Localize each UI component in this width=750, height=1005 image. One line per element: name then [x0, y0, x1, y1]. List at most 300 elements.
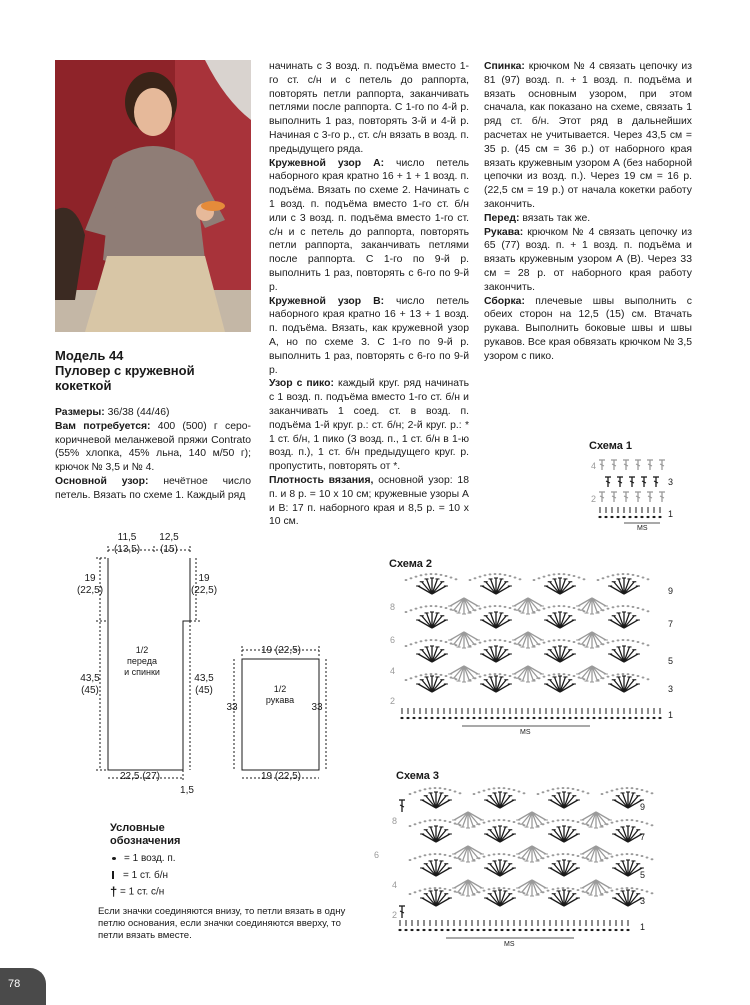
- chain-stitch-mark: [652, 717, 655, 719]
- chain-stitch-mark: [642, 643, 645, 645]
- chain-stitch-mark: [493, 819, 496, 821]
- chain-stitch-mark: [560, 929, 563, 931]
- scheme-1-row-2: 2: [591, 494, 597, 504]
- chain-stitch-mark: [499, 573, 502, 575]
- chain-stitch-mark: [658, 717, 661, 719]
- chain-stitch-mark: [646, 717, 649, 719]
- main-pattern-paragraph: Основной узор: нечётное число петель. Вязать по схеме 1. Каждый ряд: [55, 475, 251, 501]
- chain-stitch-mark: [405, 579, 408, 581]
- chain-stitch-mark: [442, 717, 445, 719]
- chain-stitch-mark: [472, 717, 475, 719]
- chain-stitch-mark: [636, 788, 639, 790]
- chain-stitch-mark: [552, 888, 555, 890]
- chain-stitch-mark: [489, 673, 492, 675]
- scheme-2-row-6: 6: [390, 635, 396, 645]
- chain-stitch-mark: [542, 891, 545, 893]
- chain-stitch-mark: [415, 642, 418, 644]
- chain-stitch-mark: [479, 676, 482, 678]
- chain-stitch-mark: [454, 791, 457, 793]
- chain-stitch-mark: [509, 575, 512, 577]
- chain-stitch-mark: [568, 606, 571, 608]
- chain-stitch-mark: [601, 793, 604, 795]
- chain-stitch-mark: [445, 641, 448, 643]
- chain-stitch-mark: [513, 889, 516, 891]
- chain-stitch-mark: [533, 645, 536, 647]
- chain-stitch-mark: [484, 640, 487, 642]
- chain-stitch-mark: [636, 820, 639, 822]
- chain-stitch-mark: [604, 717, 607, 719]
- scheme-3-row-3: 3: [640, 896, 646, 906]
- chain-stitch-mark: [596, 929, 599, 931]
- chain-stitch-mark: [409, 793, 412, 795]
- chain-stitch-mark: [499, 605, 502, 607]
- chain-stitch-mark: [504, 606, 507, 608]
- chain-stitch-mark: [641, 855, 644, 857]
- chain-stitch-mark: [518, 891, 521, 893]
- chain-stitch-mark: [626, 853, 629, 855]
- chain-stitch-mark: [577, 821, 580, 823]
- chain-stitch-mark: [557, 819, 560, 821]
- chain-stitch-mark: [622, 639, 625, 641]
- scheme-3-row-9: 9: [640, 802, 646, 812]
- chain-stitch-mark: [448, 717, 451, 719]
- chain-stitch-mark: [450, 643, 453, 645]
- chain-stitch-mark: [434, 853, 437, 855]
- chain-stitch-mark: [586, 717, 589, 719]
- chain-stitch-mark: [452, 929, 455, 931]
- chain-stitch-mark: [479, 576, 482, 578]
- chain-stitch-mark: [494, 673, 497, 675]
- chain-stitch-mark: [420, 640, 423, 642]
- chain-stitch-mark: [494, 929, 497, 931]
- chain-stitch-mark: [567, 787, 570, 789]
- lace-pattern-b-paragraph: Кружевной узор В: число петель наборного края кратно 16 + 13 + 1 возд. п. подъёма. Вязать, как кружевной узор А, но по схеме 3. С 1-го по 9-й р. выполнить 1 раз, повторять с 6-го по 9-й р.: [269, 295, 469, 376]
- chain-stitch-mark: [568, 717, 571, 719]
- chain-stitch-mark: [478, 823, 481, 825]
- chain-stitch-mark: [547, 790, 550, 792]
- chain-stitch-mark: [612, 574, 615, 576]
- scheme-1-row-3: 3: [668, 477, 674, 487]
- chain-stitch-mark: [572, 788, 575, 790]
- picot-paragraph: Узор с пико: каждый круг. ряд начинать с 1 возд. п. подъёма вместо 1-го ст. б/н и заканчивать 1 соед. ст. в возд. п. подъёма 1-й круг. р.: ст. б/н; 2-й круг. р.: * 1 ст. б/н, 1 пико (3 возд. п., 1 ст. б/н в 1-ю возд. п.), 1 ст. б/н предыдущего круг. р. пропустить, повторять от *.: [269, 378, 469, 473]
- chain-stitch-mark: [558, 673, 561, 675]
- instructions-column-2: [269, 60, 469, 529]
- chain-stitch-mark: [622, 717, 625, 719]
- chain-stitch-mark: [640, 717, 643, 719]
- chain-stitch-mark: [607, 608, 610, 610]
- chain-stitch-mark: [542, 791, 545, 793]
- chain-stitch-mark: [430, 717, 433, 719]
- chain-stitch-mark: [628, 717, 631, 719]
- scheme-2-chart: [370, 570, 690, 738]
- chain-stitch-mark: [454, 823, 457, 825]
- chain-stitch-mark: [602, 609, 605, 611]
- dim-left-lower-a: 43,5: [80, 673, 100, 684]
- chain-stitch-mark: [553, 639, 556, 641]
- chain-stitch-mark: [466, 717, 469, 719]
- chain-stitch-mark: [434, 929, 437, 931]
- chain-stitch-mark: [479, 642, 482, 644]
- chain-stitch-mark: [617, 605, 620, 607]
- chain-stitch-mark: [538, 717, 541, 719]
- chain-stitch-mark: [562, 787, 565, 789]
- chain-stitch-mark: [557, 787, 560, 789]
- chain-stitch-mark: [632, 606, 635, 608]
- chain-stitch-mark: [459, 892, 462, 894]
- chain-stitch-mark: [488, 888, 491, 890]
- chain-stitch-mark: [502, 717, 505, 719]
- chain-stitch-mark: [616, 888, 619, 890]
- chain-stitch-mark: [607, 676, 610, 678]
- chain-stitch-mark: [567, 819, 570, 821]
- instructions-column-3: [484, 60, 692, 364]
- chain-stitch-mark: [617, 639, 620, 641]
- chain-stitch-mark: [573, 607, 576, 609]
- chain-stitch-mark: [478, 891, 481, 893]
- chain-stitch-mark: [424, 717, 427, 719]
- chain-stitch-mark: [459, 824, 462, 826]
- chain-stitch-mark: [543, 608, 546, 610]
- chain-stitch-mark: [537, 893, 540, 895]
- chain-stitch-mark: [620, 929, 623, 931]
- chain-stitch-mark: [606, 823, 609, 825]
- chain-stitch-mark: [483, 856, 486, 858]
- chain-stitch-mark: [568, 640, 571, 642]
- chain-stitch-mark: [543, 642, 546, 644]
- chain-stitch-mark: [454, 857, 457, 859]
- chain-stitch-mark: [616, 717, 619, 719]
- body-piece-label: 1/2 переда и спинки: [124, 645, 160, 677]
- chain-stitch-mark: [637, 575, 640, 577]
- chain-stitch-mark: [533, 679, 536, 681]
- chain-stitch-mark: [455, 578, 458, 580]
- chain-stitch-mark: [406, 717, 409, 719]
- chain-stitch-mark: [459, 792, 462, 794]
- chain-stitch-mark: [610, 717, 613, 719]
- scheme-3-row-8: 8: [392, 816, 398, 826]
- chain-stitch-mark: [553, 673, 556, 675]
- chain-stitch-mark: [414, 857, 417, 859]
- chain-stitch-mark: [434, 887, 437, 889]
- chain-stitch-mark: [488, 788, 491, 790]
- chain-stitch-mark: [616, 820, 619, 822]
- scheme-3-chart: [370, 782, 690, 950]
- chain-stitch-mark: [514, 609, 517, 611]
- chain-stitch-mark: [503, 853, 506, 855]
- chain-stitch-mark: [616, 516, 619, 518]
- chain-stitch-mark: [435, 673, 438, 675]
- front-paragraph: Перед: вязать так же.: [484, 212, 591, 224]
- chain-stitch-mark: [415, 676, 418, 678]
- chain-stitch-mark: [616, 854, 619, 856]
- scheme-2-stitches: [400, 573, 661, 726]
- chain-stitch-mark: [513, 855, 516, 857]
- chain-stitch-mark: [614, 929, 617, 931]
- scheme-1-title: Схема 1: [589, 440, 633, 452]
- chain-stitch-mark: [459, 858, 462, 860]
- chain-stitch-mark: [641, 789, 644, 791]
- chain-stitch-mark: [412, 717, 415, 719]
- chain-stitch-mark: [562, 887, 565, 889]
- chain-stitch-mark: [622, 605, 625, 607]
- chain-stitch-mark: [509, 607, 512, 609]
- dim-left-upper-a: 19: [84, 573, 96, 584]
- chain-stitch-mark: [425, 639, 428, 641]
- chain-stitch-mark: [598, 516, 601, 518]
- chain-stitch-mark: [518, 791, 521, 793]
- chain-stitch-mark: [584, 929, 587, 931]
- chain-stitch-mark: [458, 929, 461, 931]
- chain-stitch-mark: [474, 677, 477, 679]
- chain-stitch-mark: [578, 643, 581, 645]
- chain-stitch-mark: [439, 787, 442, 789]
- chain-stitch-mark: [583, 578, 586, 580]
- chain-stitch-mark: [410, 609, 413, 611]
- chain-stitch-mark: [548, 929, 551, 931]
- chain-stitch-mark: [508, 820, 511, 822]
- chain-stitch-mark: [445, 575, 448, 577]
- chain-stitch-mark: [435, 605, 438, 607]
- chain-stitch-mark: [508, 888, 511, 890]
- chain-stitch-mark: [642, 609, 645, 611]
- scheme-2-row-1: 1: [668, 710, 674, 720]
- chain-stitch-mark: [626, 819, 629, 821]
- chain-stitch-mark: [627, 673, 630, 675]
- chain-stitch-mark: [439, 887, 442, 889]
- chain-stitch-mark: [444, 788, 447, 790]
- chain-stitch-mark: [597, 645, 600, 647]
- chain-stitch-mark: [425, 573, 428, 575]
- chain-stitch-mark: [514, 677, 517, 679]
- chain-stitch-mark: [582, 791, 585, 793]
- chain-stitch-mark: [455, 610, 458, 612]
- chain-stitch-mark: [484, 606, 487, 608]
- chain-stitch-mark: [563, 639, 566, 641]
- chain-stitch-mark: [404, 929, 407, 931]
- chain-stitch-mark: [460, 717, 463, 719]
- chain-stitch-mark: [409, 893, 412, 895]
- chain-stitch-mark: [444, 820, 447, 822]
- chain-stitch-mark: [494, 573, 497, 575]
- chain-stitch-mark: [419, 790, 422, 792]
- chain-stitch-mark: [523, 892, 526, 894]
- chain-stitch-mark: [631, 819, 634, 821]
- chain-stitch-mark: [587, 858, 590, 860]
- chain-stitch-mark: [572, 888, 575, 890]
- dim-right-lower-a: 43,5: [194, 673, 214, 684]
- chain-stitch-mark: [513, 821, 516, 823]
- chain-stitch-mark: [621, 853, 624, 855]
- chain-stitch-mark: [498, 853, 501, 855]
- chain-stitch-mark: [519, 644, 522, 646]
- chain-stitch-mark: [651, 892, 654, 894]
- chain-stitch-mark: [626, 887, 629, 889]
- chain-stitch-mark: [557, 887, 560, 889]
- chain-stitch-mark: [488, 929, 491, 931]
- scheme-3-title: Схема 3: [396, 770, 440, 782]
- chain-stitch-mark: [592, 717, 595, 719]
- chain-stitch-mark: [473, 859, 476, 861]
- scheme-3-row-4: 4: [392, 880, 398, 890]
- chain-stitch-mark: [514, 643, 517, 645]
- chain-stitch-mark: [642, 577, 645, 579]
- scheme-3-ms-label: MS: [504, 941, 515, 948]
- sleeve-dim-top: 19 (22,5): [260, 645, 302, 656]
- chain-stitch-mark: [573, 675, 576, 677]
- chain-stitch-mark: [488, 854, 491, 856]
- chain-stitch-mark: [434, 787, 437, 789]
- chain-stitch-mark: [641, 821, 644, 823]
- chain-stitch-mark: [420, 606, 423, 608]
- chain-stitch-icon: [112, 857, 116, 860]
- chain-stitch-mark: [548, 606, 551, 608]
- chain-stitch-mark: [572, 929, 575, 931]
- chain-stitch-mark: [400, 717, 403, 719]
- chain-stitch-mark: [567, 887, 570, 889]
- chain-stitch-mark: [414, 823, 417, 825]
- chain-stitch-mark: [498, 819, 501, 821]
- chain-stitch-mark: [436, 717, 439, 719]
- chain-stitch-mark: [496, 717, 499, 719]
- chain-stitch-mark: [652, 516, 655, 518]
- chain-stitch-mark: [429, 853, 432, 855]
- chain-stitch-mark: [646, 516, 649, 518]
- chain-stitch-mark: [597, 679, 600, 681]
- chain-stitch-mark: [430, 639, 433, 641]
- chain-stitch-mark: [604, 516, 607, 518]
- chain-stitch-mark: [416, 929, 419, 931]
- chain-stitch-mark: [536, 929, 539, 931]
- chain-stitch-mark: [612, 606, 615, 608]
- chain-stitch-mark: [429, 787, 432, 789]
- dim-corner: 1,5: [180, 785, 194, 796]
- chain-stitch-mark: [494, 605, 497, 607]
- chain-stitch-mark: [424, 820, 427, 822]
- chain-stitch-mark: [504, 674, 507, 676]
- chain-stitch-mark: [429, 887, 432, 889]
- page-number-tab: [0, 968, 46, 1005]
- lace-pattern-a-paragraph: Кружевной узор А: число петель наборного края кратно 16 + 1 + 1 возд. п. подъёма. Вязать по схеме 2. Начинать с 1 возд. п. подъёма вместо 1-го ст. б/н или с 3 возд. п. подъёма вместо 1-го ст. с/н и с петель до раппорта, повторять петли раппорта, заканчивать петлями после раппорта. С 1-го по 9-й р. выполнить 1 раз, повторять с 6-го по 9-й р.: [269, 157, 469, 293]
- sleeve-dim-left: 33: [226, 702, 238, 713]
- chain-stitch-mark: [577, 789, 580, 791]
- chain-stitch-mark: [410, 929, 413, 931]
- chain-stitch-mark: [542, 929, 545, 931]
- chain-stitch-mark: [473, 893, 476, 895]
- chain-stitch-mark: [612, 640, 615, 642]
- chain-stitch-mark: [469, 611, 472, 613]
- chain-stitch-mark: [509, 641, 512, 643]
- chain-stitch-mark: [493, 787, 496, 789]
- chain-stitch-mark: [489, 605, 492, 607]
- chain-stitch-mark: [483, 790, 486, 792]
- chain-stitch-mark: [602, 577, 605, 579]
- chain-stitch-mark: [449, 789, 452, 791]
- chain-stitch-mark: [631, 853, 634, 855]
- chain-stitch-mark: [490, 717, 493, 719]
- chain-stitch-mark: [415, 576, 418, 578]
- chain-stitch-mark: [478, 857, 481, 859]
- chain-stitch-mark: [636, 854, 639, 856]
- chain-stitch-mark: [450, 577, 453, 579]
- chain-stitch-mark: [578, 929, 581, 931]
- chain-stitch-mark: [514, 577, 517, 579]
- chain-stitch-mark: [647, 644, 650, 646]
- scheme-2-row-9: 9: [668, 586, 674, 596]
- chain-stitch-mark: [578, 609, 581, 611]
- chain-stitch-mark: [607, 642, 610, 644]
- chain-stitch-mark: [482, 929, 485, 931]
- chain-stitch-mark: [647, 610, 650, 612]
- chain-stitch-mark: [519, 610, 522, 612]
- scheme-1-row-1: 1: [668, 509, 674, 519]
- chain-stitch-mark: [631, 887, 634, 889]
- chain-stitch-mark: [621, 819, 624, 821]
- chain-stitch-mark: [542, 857, 545, 859]
- chain-stitch-mark: [617, 573, 620, 575]
- chain-stitch-mark: [563, 605, 566, 607]
- page-number: 78: [8, 978, 21, 990]
- chain-stitch-mark: [418, 717, 421, 719]
- chain-stitch-mark: [514, 717, 517, 719]
- chain-stitch-mark: [548, 674, 551, 676]
- chain-stitch-mark: [524, 929, 527, 931]
- chain-stitch-mark: [444, 888, 447, 890]
- chain-stitch-mark: [479, 608, 482, 610]
- chain-stitch-mark: [627, 573, 630, 575]
- chain-stitch-mark: [556, 717, 559, 719]
- chain-stitch-mark: [474, 577, 477, 579]
- scheme-1-chart: [586, 455, 686, 533]
- chain-stitch-mark: [574, 717, 577, 719]
- sleeve-dim-bottom: 19 (22,5): [260, 771, 302, 782]
- chain-stitch-mark: [622, 573, 625, 575]
- chain-stitch-mark: [473, 825, 476, 827]
- chain-stitch-mark: [494, 639, 497, 641]
- chain-stitch-mark: [538, 577, 541, 579]
- chain-stitch-mark: [642, 677, 645, 679]
- chain-stitch-mark: [627, 605, 630, 607]
- chain-stitch-mark: [557, 853, 560, 855]
- chain-stitch-mark: [469, 679, 472, 681]
- chain-stitch-mark: [409, 859, 412, 861]
- chain-stitch-mark: [538, 609, 541, 611]
- chain-stitch-mark: [634, 717, 637, 719]
- chain-stitch-mark: [611, 856, 614, 858]
- chain-stitch-mark: [601, 825, 604, 827]
- chain-stitch-mark: [602, 677, 605, 679]
- chain-stitch-mark: [621, 887, 624, 889]
- chain-stitch-mark: [548, 574, 551, 576]
- chain-stitch-mark: [508, 854, 511, 856]
- chain-stitch-mark: [435, 573, 438, 575]
- scheme-1-stitches: [598, 460, 665, 523]
- chain-stitch-mark: [632, 574, 635, 576]
- chain-stitch-mark: [548, 640, 551, 642]
- chain-stitch-mark: [647, 578, 650, 580]
- chain-stitch-mark: [530, 929, 533, 931]
- chain-stitch-mark: [523, 792, 526, 794]
- model-title: Пуловер с кружевной кокеткой: [55, 363, 195, 393]
- dim-right-upper-a: 19: [198, 573, 210, 584]
- chain-stitch-mark: [598, 717, 601, 719]
- chain-stitch-mark: [503, 787, 506, 789]
- scheme-3-row-5: 5: [640, 870, 646, 880]
- scheme-1-row-4: 4: [591, 461, 597, 471]
- scheme-2-row-7: 7: [668, 619, 674, 629]
- chain-stitch-mark: [498, 787, 501, 789]
- chain-stitch-mark: [622, 516, 625, 518]
- chain-stitch-mark: [646, 823, 649, 825]
